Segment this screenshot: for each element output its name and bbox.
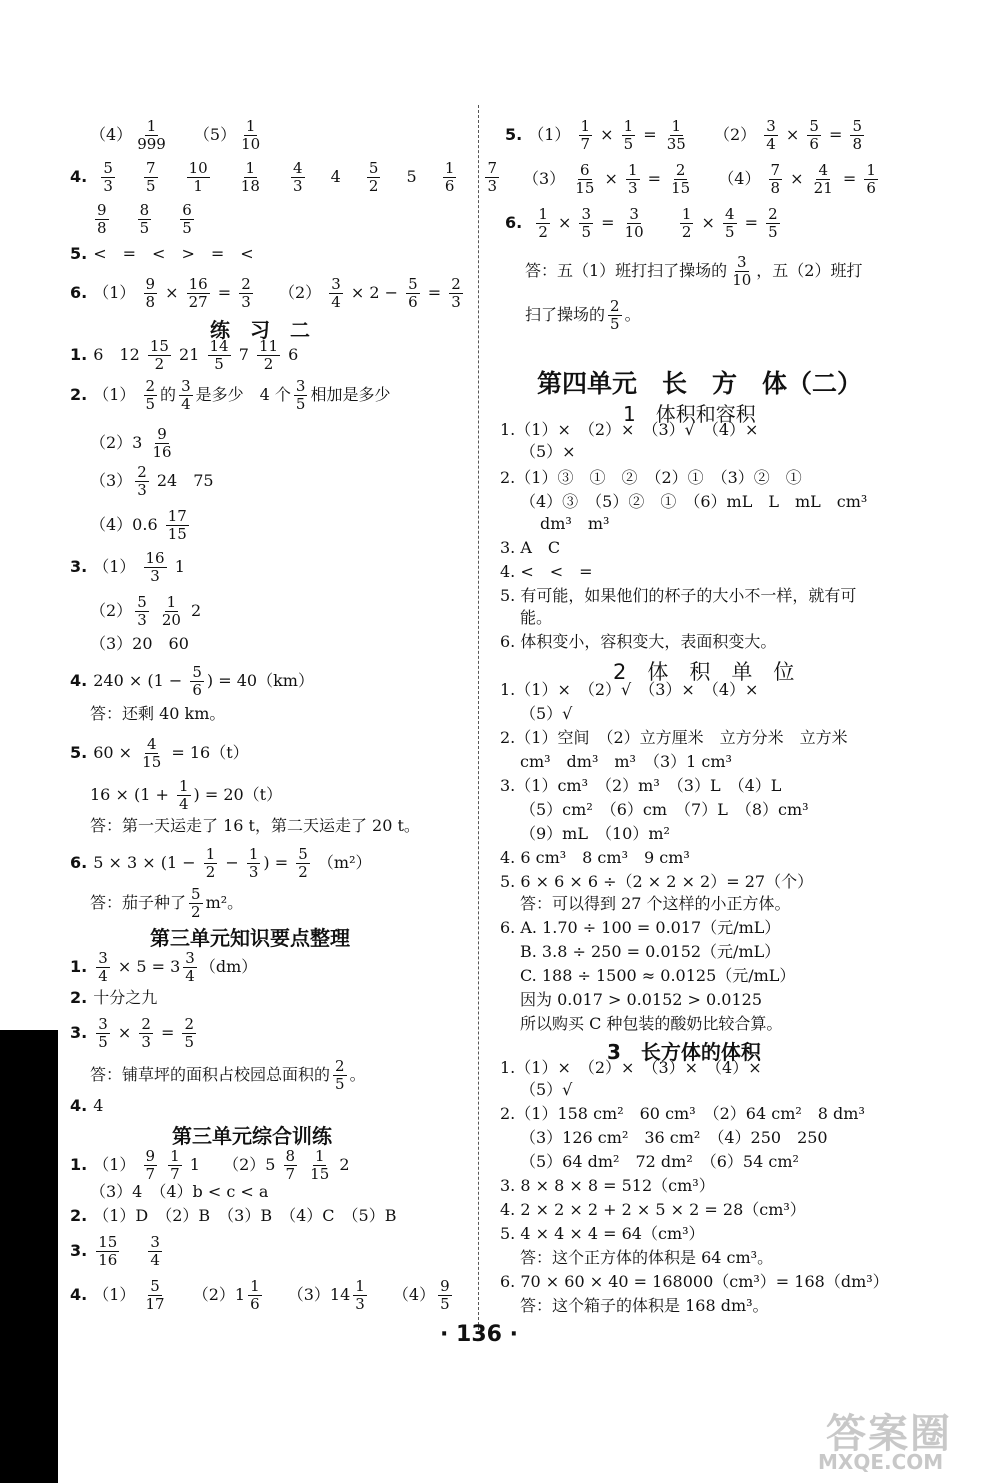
practice-q3-3: （3）20 60 bbox=[90, 634, 189, 653]
watermark-text: 答案圈 bbox=[826, 1411, 952, 1457]
training-q2: 2. （1）D （2）B （3）B （4）C （5）B bbox=[70, 1206, 397, 1225]
practice-q2-1: 2. （1） $\frac{2}{5}$ 的 $\frac{3}{4}$ 是多少 4 个 $\frac{3}{5}$ 相加是多少 bbox=[70, 377, 391, 413]
s3-q2: 2.（1）158 cm² 60 cm³ （2）64 cm² 8 dm³ bbox=[500, 1104, 865, 1123]
fraction: $\frac{1}{999}$ bbox=[137, 117, 166, 153]
training-q1-line2: （3）4 （4）b < c < a bbox=[90, 1182, 269, 1201]
s2-q1-line2: （5）√ bbox=[520, 704, 573, 723]
s3-q6: 6. 70 × 60 × 40 = 168000（cm³）= 168（dm³） bbox=[500, 1272, 889, 1291]
training-q1: 1. （1） $\frac{9}{7}$ $\frac{1}{7}$ 1 （2）5 $\frac{8}{7}$ $\frac{1}{15}$ 2 bbox=[70, 1147, 350, 1183]
practice-q1: 1. 6 12 $\frac{15}{2}$ 21 $\frac{14}{5}$ 7 $\frac{11}{2}$ 6 bbox=[70, 337, 299, 373]
s3-q3: 3. 8 × 8 × 8 = 512（cm³） bbox=[500, 1176, 715, 1195]
practice-q6: 6. 5 × 3 × (1 − $\frac{1}{2}$ − $\frac{1}{3}$ ) = $\frac{5}{2}$ （m²） bbox=[70, 845, 372, 881]
fraction: $\frac{1}{10}$ bbox=[241, 117, 261, 153]
partial-answer-4-5: （4） $\frac{1}{999}$ （5） $\frac{1}{10}$ bbox=[90, 117, 261, 153]
practice-q5-line2: 16 × (1 + $\frac{1}{4}$ ) = 20（t） bbox=[90, 777, 283, 813]
question-5: 5. < = < > = < bbox=[70, 244, 254, 263]
question-6-right-answer-line2: 扫了操场的 $\frac{2}{5}$ 。 bbox=[525, 297, 641, 333]
question-6-right-answer: 答：五（1）班打扫了操场的 $\frac{3}{10}$ ，五（2）班打 bbox=[525, 253, 863, 289]
s3-q6-answer: 答：这个箱子的体积是 168 dm³。 bbox=[520, 1296, 769, 1315]
s2-q3-line3: （9）mL （10）m² bbox=[520, 824, 670, 843]
summary-q4: 4. 4 bbox=[70, 1096, 104, 1115]
practice-q4-answer: 答：还剩 40 km。 bbox=[90, 704, 226, 723]
section-heading-volume-capacity: 1 体积和容积 bbox=[623, 402, 756, 426]
s2-q3: 3.（1）cm³ （2）m³ （3）L （4）L bbox=[500, 776, 782, 795]
s2-q6-line4: 因为 0.017 > 0.0152 > 0.0125 bbox=[520, 990, 763, 1009]
section-heading-practice-2: 练 习 二 bbox=[210, 318, 310, 342]
training-q4: 4. （1） $\frac{5}{17}$ （2）1 $\frac{1}{6}$ （3）14 $\frac{1}{3}$ （4） $\frac{9}{5}$ bbox=[70, 1277, 450, 1313]
s3-q5-answer: 答：这个正方体的体积是 64 cm³。 bbox=[520, 1248, 774, 1267]
s2-q4: 4. 6 cm³ 8 cm³ 9 cm³ bbox=[500, 848, 690, 867]
s2-q5: 5. 6 × 6 × 6 ÷（2 × 2 × 2）= 27（个） bbox=[500, 872, 814, 891]
watermark-logo bbox=[818, 1402, 993, 1477]
summary-q1: 1. $\frac{3}{4}$ × 5 = 3 $\frac{3}{4}$ （dm） bbox=[70, 949, 258, 985]
summary-q2: 2. 十分之九 bbox=[70, 988, 158, 1007]
s2-q5-answer: 答：可以得到 27 个这样的小正方体。 bbox=[520, 894, 791, 913]
s1-q5-line2: 能。 bbox=[520, 608, 553, 627]
s1-q2-line3: dm³ m³ bbox=[540, 514, 610, 533]
summary-q3: 3. $\frac{3}{5}$ × $\frac{2}{3}$ = $\frac{2}{5}$ bbox=[70, 1015, 195, 1051]
question-5-right-line2: （3） $\frac{6}{15}$ × $\frac{1}{3}$ = $\frac{2}{15}$ （4） $\frac{7}{8}$ × $\frac{4}{21}$ = $\frac{1}{6}$ bbox=[523, 161, 876, 197]
s3-q4: 4. 2 × 2 × 2 + 2 × 5 × 2 = 28（cm³） bbox=[500, 1200, 806, 1219]
question-6-right: 6. $\frac{1}{2}$ × $\frac{3}{5}$ = $\frac{3}{10}$ $\frac{1}{2}$ × $\frac{4}{5}$ = $\frac{2}{5}$ bbox=[505, 205, 778, 241]
s2-q1: 1.（1）× （2）√ （3）× （4）× bbox=[500, 680, 759, 699]
practice-q2-2: （2）3 $\frac{9}{16}$ bbox=[90, 425, 172, 461]
s1-q3: 3. A C bbox=[500, 538, 561, 557]
s1-q6: 6. 体积变小，容积变大，表面积变大。 bbox=[500, 632, 777, 651]
s3-q2-line3: （5）64 dm² 72 dm² （6）54 cm² bbox=[520, 1152, 799, 1171]
scan-edge-shadow bbox=[0, 1030, 58, 1483]
section-heading-cuboid-volume: 3 长方体的体积 bbox=[607, 1040, 761, 1064]
section-heading-unit3-summary: 第三单元知识要点整理 bbox=[150, 926, 350, 950]
column-divider bbox=[478, 105, 479, 1330]
question-5-right: 5. （1） $\frac{1}{7}$ × $\frac{1}{5}$ = $\frac{1}{35}$ （2） $\frac{3}{4}$ × $\frac{5}{6}$ = $\frac{5}{8}$ bbox=[505, 117, 863, 153]
question-4: 4. $\frac{5}{3}$ $\frac{7}{5}$ $\frac{10}{1}$ $\frac{1}{18}$ $\frac{4}{3}$ 4 $\frac{5}{2}$ 5 $\frac{1}{6}$ $\frac{7}{3}$ bbox=[70, 159, 497, 195]
s2-q2-line2: cm³ dm³ m³ （3）1 cm³ bbox=[520, 752, 732, 771]
s3-q1: 1.（1）× （2）× （3）× （4）× bbox=[500, 1058, 762, 1077]
s2-q6-line2: B. 3.8 ÷ 250 = 0.0152（元/mL） bbox=[520, 942, 781, 961]
s2-q3-line2: （5）cm² （6）cm （7）L （8）cm³ bbox=[520, 800, 809, 819]
practice-q2-3: （3） $\frac{2}{3}$ 24 75 bbox=[90, 463, 214, 499]
training-q3: 3. $\frac{15}{16}$ $\frac{3}{4}$ bbox=[70, 1233, 160, 1269]
s3-q5: 5. 4 × 4 × 4 = 64（cm³） bbox=[500, 1224, 705, 1243]
question-6: 6. （1） $\frac{9}{8}$ × $\frac{16}{27}$ = $\frac{2}{3}$ （2） $\frac{3}{4}$ × 2 − $\frac{5}{6}$ = $\frac{2}{3}$ bbox=[70, 275, 461, 311]
practice-q6-answer: 答：茄子种了 $\frac{5}{2}$ m²。 bbox=[90, 885, 244, 921]
s2-q2: 2.（1）空间 （2）立方厘米 立方分米 立方米 bbox=[500, 728, 848, 747]
s2-q6: 6. A. 1.70 ÷ 100 = 0.017（元/mL） bbox=[500, 918, 781, 937]
s1-q4: 4. < < = bbox=[500, 562, 593, 581]
practice-q5: 5. 60 × $\frac{4}{15}$ = 16（t） bbox=[70, 735, 249, 771]
s1-q2: 2.（1）③ ① ② （2）① （3）② ① bbox=[500, 468, 802, 487]
section-heading-unit3-training: 第三单元综合训练 bbox=[172, 1124, 332, 1148]
unit-4-title: 第四单元 长 方 体（二） bbox=[537, 369, 863, 398]
practice-q2-4: （4）0.6 $\frac{17}{15}$ bbox=[90, 507, 187, 543]
s1-q2-line2: （4）③ （5）② ① （6）mL L mL cm³ bbox=[520, 492, 868, 511]
page-number: · 136 · bbox=[440, 1322, 518, 1347]
question-4-row2: $\frac{9}{8}$ $\frac{8}{5}$ $\frac{6}{5}$ bbox=[97, 201, 192, 237]
practice-q4: 4. 240 × (1 − $\frac{5}{6}$ ) = 40（km） bbox=[70, 663, 314, 699]
s3-q1-line2: （5）√ bbox=[520, 1080, 573, 1099]
s1-q1-line2: （5）× bbox=[520, 442, 576, 461]
practice-q3-1: 3. （1） $\frac{16}{3}$ 1 bbox=[70, 549, 185, 585]
watermark-domain: MXQE.COM bbox=[818, 1450, 944, 1474]
practice-q3-2: （2） $\frac{5}{3}$ $\frac{1}{20}$ 2 bbox=[90, 593, 202, 629]
s2-q6-line3: C. 188 ÷ 1500 ≈ 0.0125（元/mL） bbox=[520, 966, 796, 985]
practice-q5-answer: 答：第一天运走了 16 t，第二天运走了 20 t。 bbox=[90, 816, 420, 835]
s3-q2-line2: （3）126 cm² 36 cm² （4）250 250 bbox=[520, 1128, 828, 1147]
s1-q5: 5. 有可能，如果他们的杯子的大小不一样，就有可 bbox=[500, 586, 857, 605]
s2-q6-line5: 所以购买 C 种包装的酸奶比较合算。 bbox=[520, 1014, 783, 1033]
s1-q1: 1.（1）× （2）× （3）√ （4）× bbox=[500, 420, 759, 439]
summary-q3-answer: 答：铺草坪的面积占校园总面积的 $\frac{2}{5}$ 。 bbox=[90, 1057, 366, 1093]
section-heading-volume-units: 2 体 积 单 位 bbox=[613, 660, 795, 684]
